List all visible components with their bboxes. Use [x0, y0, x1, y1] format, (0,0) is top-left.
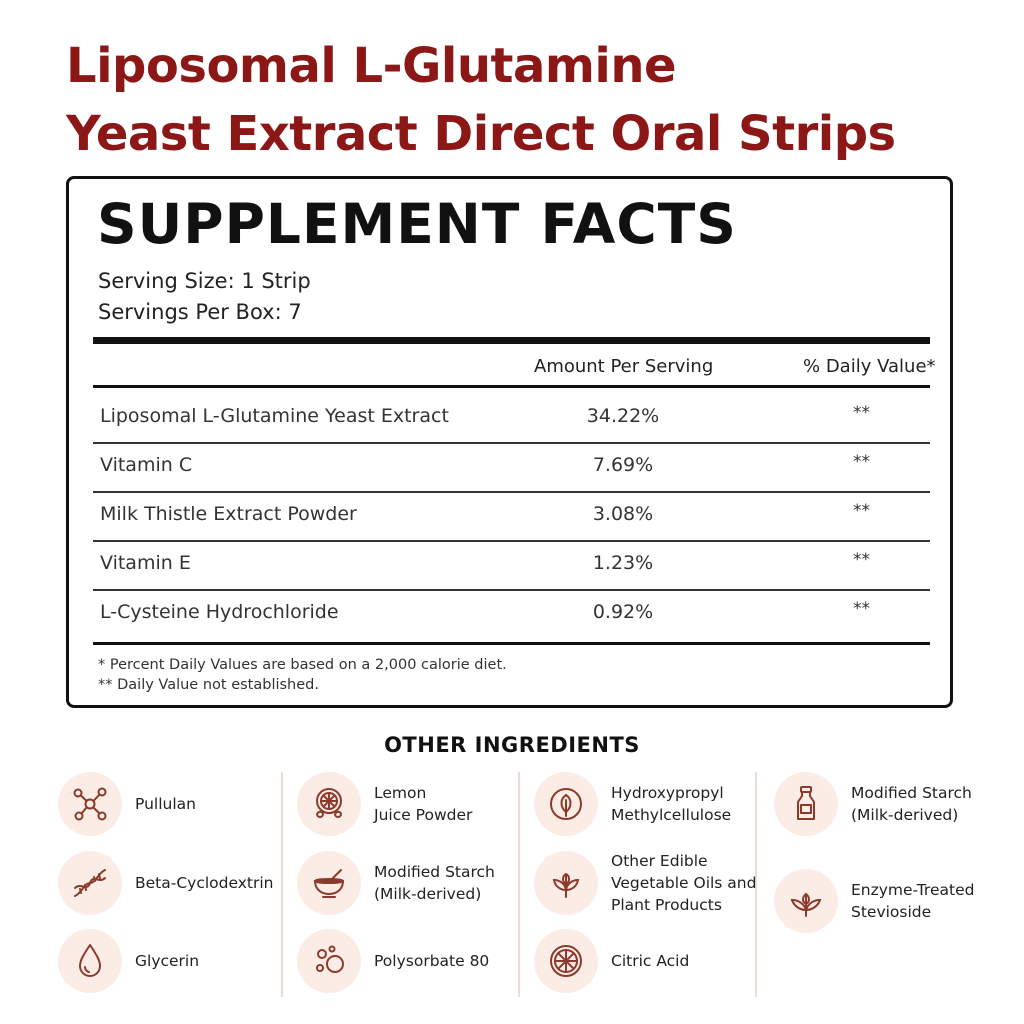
daily-value-footnote: * Percent Daily Values are based on a 2,000 calorie diet.	[98, 657, 507, 673]
ingredient-pullulan	[58, 772, 278, 836]
ingredient-modified-starch	[297, 851, 517, 915]
ingredient-label: Lemon Juice Powder	[374, 784, 473, 824]
ingredient-glycerin	[58, 929, 278, 993]
ingredient-daily-value: **	[853, 599, 870, 619]
amount-column-header: Amount Per Serving	[534, 356, 714, 377]
ingredient-label: Glycerin	[135, 952, 200, 970]
product-title-line-1: Liposomal L-Glutamine	[66, 38, 677, 94]
servings-per-box: Servings Per Box: 7	[98, 300, 302, 324]
facts-row	[93, 442, 930, 491]
droplet-icon	[58, 929, 122, 993]
ingredient-name: Milk Thistle Extract Powder	[100, 503, 357, 525]
ingredient-amount: 7.69%	[592, 454, 654, 476]
ingredient-label: Other Edible Vegetable Oils and Plant Products	[611, 852, 757, 914]
ingredient-amount: 1.23%	[592, 552, 654, 574]
stevia-leaf-icon	[774, 869, 838, 933]
ingredient-amount: 0.92%	[592, 601, 654, 623]
column-divider	[281, 772, 283, 997]
facts-row	[93, 393, 930, 442]
serving-size: Serving Size: 1 Strip	[98, 269, 311, 293]
table-bottom-rule	[93, 642, 930, 645]
ingredient-name: L-Cysteine Hydrochloride	[100, 601, 339, 623]
facts-row	[93, 589, 930, 638]
column-divider	[518, 772, 520, 997]
facts-row	[93, 540, 930, 589]
not-established-footnote: ** Daily Value not established.	[98, 677, 319, 693]
lemon-icon	[297, 772, 361, 836]
header-rule	[93, 385, 930, 388]
bubbles-icon	[297, 929, 361, 993]
ingredient-hydroxypropyl-methylcellulose	[534, 772, 754, 836]
ingredient-label: Enzyme-Treated Stevioside	[851, 881, 975, 921]
product-title-line-2: Yeast Extract Direct Oral Strips	[66, 106, 896, 162]
ingredient-amount: 34.22%	[586, 405, 660, 427]
thick-rule	[93, 337, 930, 344]
ingredient-daily-value: **	[853, 501, 870, 521]
dna-icon	[58, 851, 122, 915]
ingredient-label: Pullulan	[135, 795, 196, 813]
ingredient-amount: 3.08%	[592, 503, 654, 525]
bowl-icon	[297, 851, 361, 915]
ingredient-modified-starch-milk	[774, 772, 1004, 836]
ingredient-polysorbate-80	[297, 929, 517, 993]
supplement-facts-panel	[66, 176, 953, 708]
ingredient-daily-value: **	[853, 550, 870, 570]
ingredient-daily-value: **	[853, 403, 870, 423]
supplement-facts-heading: SUPPLEMENT FACTS	[97, 192, 737, 256]
ingredient-lemon-juice-powder	[297, 772, 517, 836]
ingredient-beta-cyclodextrin	[58, 851, 278, 915]
ingredient-label: Hydroxypropyl Methylcellulose	[611, 784, 732, 824]
daily-value-column-header: % Daily Value*	[803, 356, 936, 377]
other-ingredients-heading: OTHER INGREDIENTS	[384, 733, 640, 757]
citrus-slice-icon	[534, 929, 598, 993]
milk-bottle-icon	[774, 772, 838, 836]
leaf-circle-icon	[534, 772, 598, 836]
ingredient-label: Modified Starch (Milk-derived)	[374, 863, 495, 903]
ingredient-label: Polysorbate 80	[374, 952, 490, 970]
ingredient-label: Citric Acid	[611, 952, 690, 970]
ingredient-name: Vitamin E	[100, 552, 191, 574]
ingredient-vegetable-oils	[534, 851, 757, 915]
ingredient-label: Modified Starch (Milk-derived)	[851, 784, 972, 824]
ingredient-name: Vitamin C	[100, 454, 193, 476]
facts-row	[93, 491, 930, 540]
ingredient-citric-acid	[534, 929, 754, 993]
ingredient-label: Beta-Cyclodextrin	[135, 874, 274, 892]
molecule-icon	[58, 772, 122, 836]
ingredient-name: Liposomal L-Glutamine Yeast Extract	[100, 405, 449, 427]
ingredient-daily-value: **	[853, 452, 870, 472]
plant-icon	[534, 851, 598, 915]
ingredient-enzyme-treated-stevioside	[774, 869, 1004, 933]
